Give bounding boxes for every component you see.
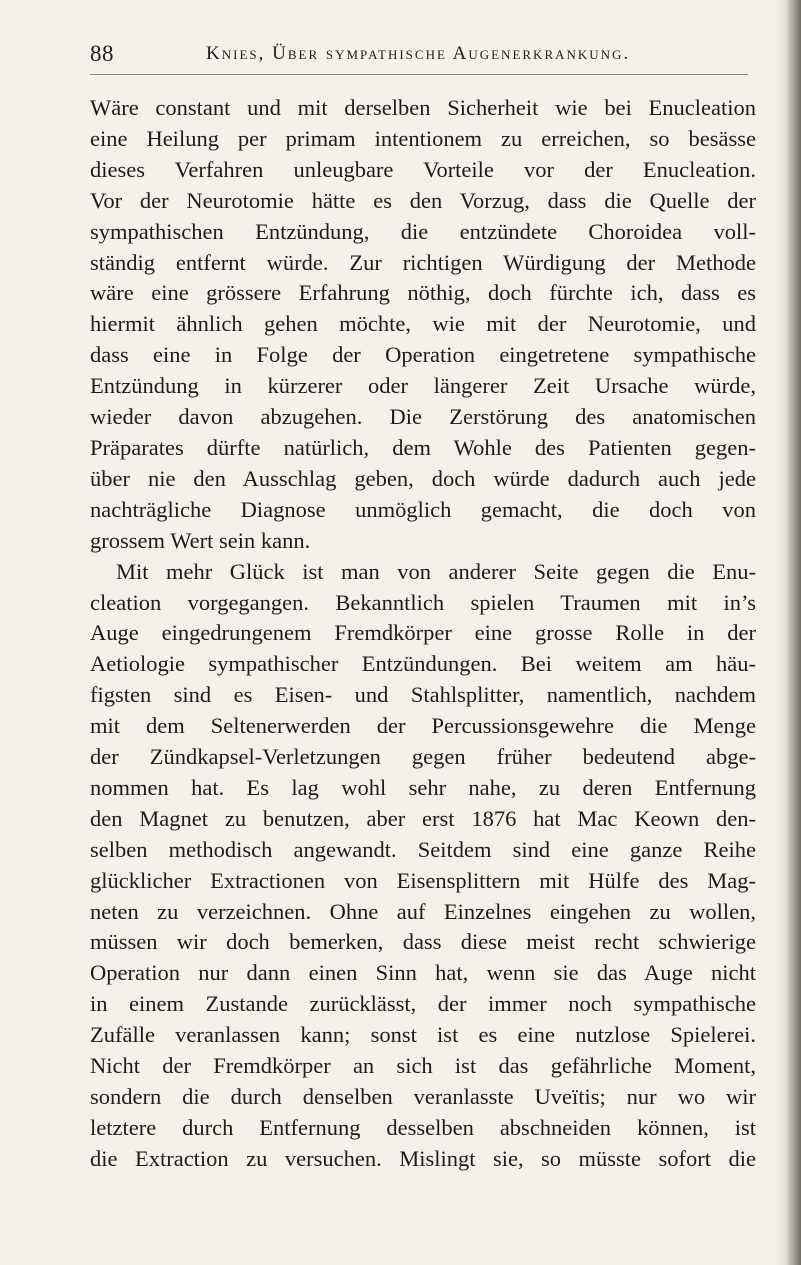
text-line: nachträgliche Diagnose unmöglich gemacht, die doch von [90,496,756,522]
text-line: wäre eine grössere Erfahrung nöthig, doch fürchte ich, dass es [90,280,756,306]
text-line: über nie den Ausschlag geben, doch würde dadurch auch jede [90,465,756,491]
running-head-title: Knies, Über sympathische Augenerkrankung. [206,43,631,64]
text-line: hiermit ähnlich gehen möchte, wie mit der Neurotomie, und [90,311,756,337]
text-line: Operation nur dann einen Sinn hat, wenn sie das Auge nicht [90,960,756,986]
text-line: selben methodisch angewandt. Seitdem sind eine ganze Reihe [90,836,756,862]
paragraph-2 [90,557,756,1175]
text-line: der Zündkapsel-Verletzungen gegen früher bedeutend abge- [90,744,756,770]
text-line: Vor der Neurotomie hätte es den Vorzug, dass die Quelle der [90,187,756,213]
text-line: dass eine in Folge der Operation eingetretene sympathische [90,342,756,368]
text-line: cleation vorgegangen. Bekanntlich spielen Traumen mit in’s [90,589,756,615]
page-edge [785,0,801,1265]
text-line: figsten sind es Eisen- und Stahlsplitter, namentlich, nachdem [90,682,756,708]
text-line: Nicht der Fremdkörper an sich ist das gefährliche Moment, [90,1053,756,1079]
text-line: den Magnet zu benutzen, aber erst 1876 hat Mac Keown den- [90,805,756,831]
running-head [90,36,750,72]
text-line: Auge eingedrungenem Fremdkörper eine grosse Rolle in der [90,620,756,646]
text-line: wieder davon abzugehen. Die Zerstörung des anatomischen [90,404,756,430]
body-text [90,93,756,1175]
text-line: Präparates dürfte natürlich, dem Wohle des Patienten gegen- [90,434,756,460]
text-line: sympathischen Entzündung, die entzündete Choroidea voll- [90,218,756,244]
text-line: grossem Wert sein kann. [90,527,311,553]
text-line: die Extraction zu versuchen. Mislingt sie, so müsste sofort die [90,1145,756,1171]
text-line: Wäre constant und mit derselben Sicherheit wie bei Enucleation [90,95,756,120]
text-line: müssen wir doch bemerken, dass diese meist recht schwierige [90,929,756,955]
header-rule [90,74,748,75]
text-line: mit dem Seltenerwerden der Percussionsgewehre die Menge [90,713,756,739]
text-line: Aetiologie sympathischer Entzündungen. Bei weitem am häu- [90,651,756,677]
paragraph-1 [90,93,756,557]
text-line: Mit mehr Glück ist man von anderer Seite gegen die Enu- [116,558,756,584]
text-line: nommen hat. Es lag wohl sehr nahe, zu deren Entfernung [90,774,756,800]
text-line: in einem Zustande zurücklässt, der immer noch sympathische [90,991,756,1017]
text-line: neten zu verzeichnen. Ohne auf Einzelnes eingehen zu wollen, [90,898,756,924]
text-line: letztere durch Entfernung desselben abschneiden können, ist [90,1114,756,1140]
text-line: eine Heilung per primam intentionem zu erreichen, so besässe [90,125,756,151]
text-line: Entzündung in kürzerer oder längerer Zeit Ursache würde, [90,373,756,399]
text-line: dieses Verfahren unleugbare Vorteile vor der Enucleation. [90,156,756,182]
text-line: ständig entfernt würde. Zur richtigen Würdigung der Methode [90,249,756,275]
page-number: 88 [90,41,114,66]
text-line: glücklicher Extractionen von Eisensplittern mit Hülfe des Mag- [90,867,756,893]
text-line: sondern die durch denselben veranlasste Uveïtis; nur wo wir [90,1084,756,1109]
text-line: Zufälle veranlassen kann; sonst ist es eine nutzlose Spielerei. [90,1022,756,1048]
page-edge-shadow [775,0,785,1265]
